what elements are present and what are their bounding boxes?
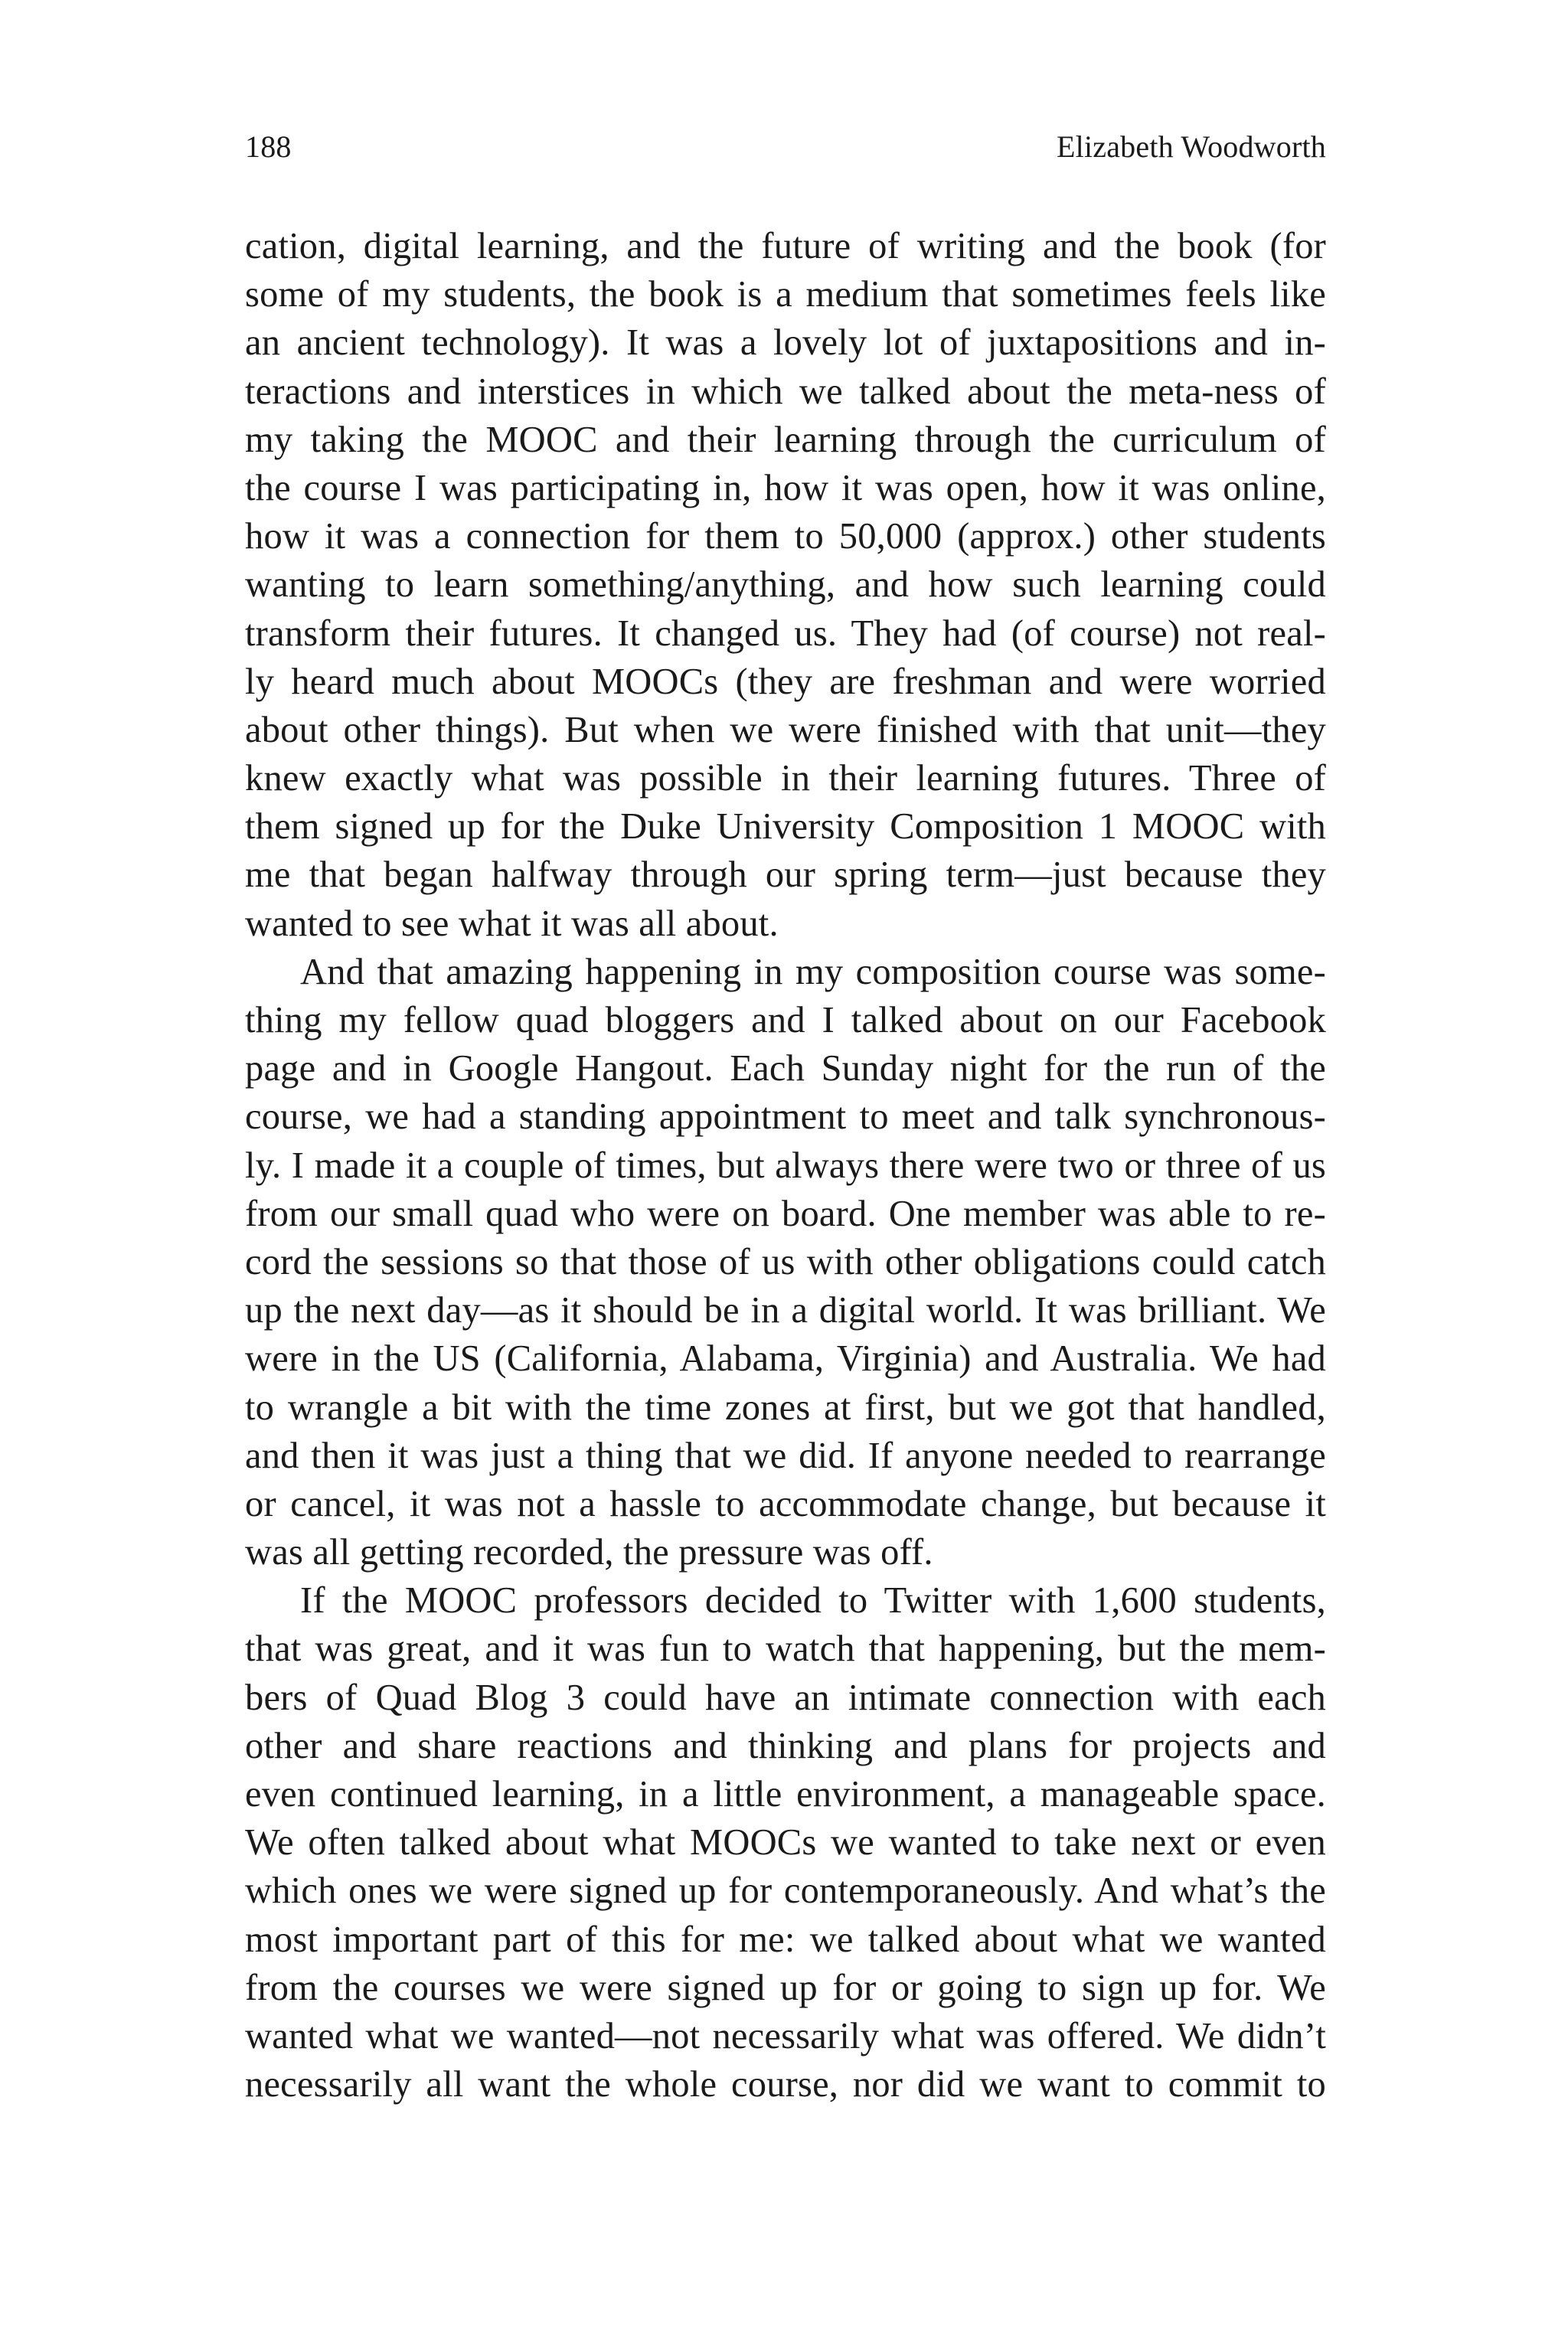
page-number: 188: [245, 129, 292, 164]
text-line: teractions and interstices in which we talked about the meta-ness of: [245, 371, 1326, 412]
text-line: that was great, and it was fun to watch that happening, but the mem-: [245, 1628, 1326, 1670]
text-line: wanted to see what it was all about.: [245, 903, 779, 944]
paragraph-2: [245, 948, 1326, 1576]
text-line: knew exactly what was possible in their learning futures. Three of: [245, 758, 1326, 799]
text-line: them signed up for the Duke University Composition 1 MOOC with: [245, 806, 1326, 848]
text-line: some of my students, the book is a medium that sometimes feels like: [245, 274, 1326, 315]
text-line: wanted what we wanted—not necessarily what was offered. We didn’t: [245, 2015, 1326, 2056]
text-line: wanting to learn something/anything, and how such learning could: [245, 564, 1326, 606]
running-head: [245, 129, 1326, 165]
text-line: necessarily all want the whole course, nor did we want to commit to: [245, 2064, 1326, 2105]
text-line: and then it was just a thing that we did. If anyone needed to rearrange: [245, 1435, 1326, 1476]
text-line: were in the US (California, Alabama, Virginia) and Australia. We had: [245, 1338, 1326, 1380]
text-line: page and in Google Hangout. Each Sunday night for the run of the: [245, 1048, 1326, 1089]
text-line: me that began halfway through our spring term—just because they: [245, 854, 1326, 896]
text-line: from our small quad who were on board. One member was able to re-: [245, 1193, 1326, 1234]
text-line: transform their futures. It changed us. They had (of course) not real-: [245, 612, 1326, 654]
body-text: [245, 222, 1326, 2109]
text-line: how it was a connection for them to 50,000 (approx.) other students: [245, 516, 1326, 557]
text-line: most important part of this for me: we talked about what we wanted: [245, 1919, 1326, 1960]
text-line: an ancient technology). It was a lovely lot of juxtapositions and in-: [245, 322, 1326, 364]
text-line: ly. I made it a couple of times, but always there were two or three of us: [245, 1145, 1326, 1186]
paragraph-3: [245, 1576, 1326, 2109]
running-head-author: Elizabeth Woodworth: [1057, 129, 1326, 164]
text-line: If the MOOC professors decided to Twitter with 1,600 students,: [300, 1580, 1326, 1622]
text-line: even continued learning, in a little environment, a manageable space.: [245, 1774, 1326, 1815]
text-line: about other things). But when we were finished with that unit—they: [245, 709, 1326, 750]
text-line: the course I was participating in, how it was open, how it was online,: [245, 467, 1326, 508]
text-line: cord the sessions so that those of us with other obligations could catch: [245, 1241, 1326, 1282]
text-line: We often talked about what MOOCs we wanted to take next or even: [245, 1822, 1326, 1864]
text-line: cation, digital learning, and the future of writing and the book (for: [245, 226, 1326, 266]
text-line: up the next day—as it should be in a digital world. It was brilliant. We: [245, 1290, 1326, 1331]
text-line: was all getting recorded, the pressure was off.: [245, 1532, 933, 1573]
paragraph-1: [245, 222, 1326, 948]
text-line: ly heard much about MOOCs (they are freshman and were worried: [245, 661, 1326, 702]
text-line: course, we had a standing appointment to meet and talk synchronous-: [245, 1096, 1326, 1138]
text-line: which ones we were signed up for contemporaneously. And what’s the: [245, 1870, 1326, 1912]
text-line: bers of Quad Blog 3 could have an intimate connection with each: [245, 1677, 1326, 1718]
text-line: other and share reactions and thinking and plans for projects and: [245, 1725, 1326, 1766]
text-line: my taking the MOOC and their learning through the curriculum of: [245, 419, 1326, 460]
text-line: And that amazing happening in my composition course was some-: [300, 951, 1326, 992]
text-line: from the courses we were signed up for or going to sign up for. We: [245, 1967, 1326, 2008]
text-line: or cancel, it was not a hassle to accommodate change, but because it: [245, 1483, 1326, 1524]
text-line: to wrangle a bit with the time zones at first, but we got that handled,: [245, 1387, 1326, 1428]
text-line: thing my fellow quad bloggers and I talked about on our Facebook: [245, 1000, 1326, 1040]
